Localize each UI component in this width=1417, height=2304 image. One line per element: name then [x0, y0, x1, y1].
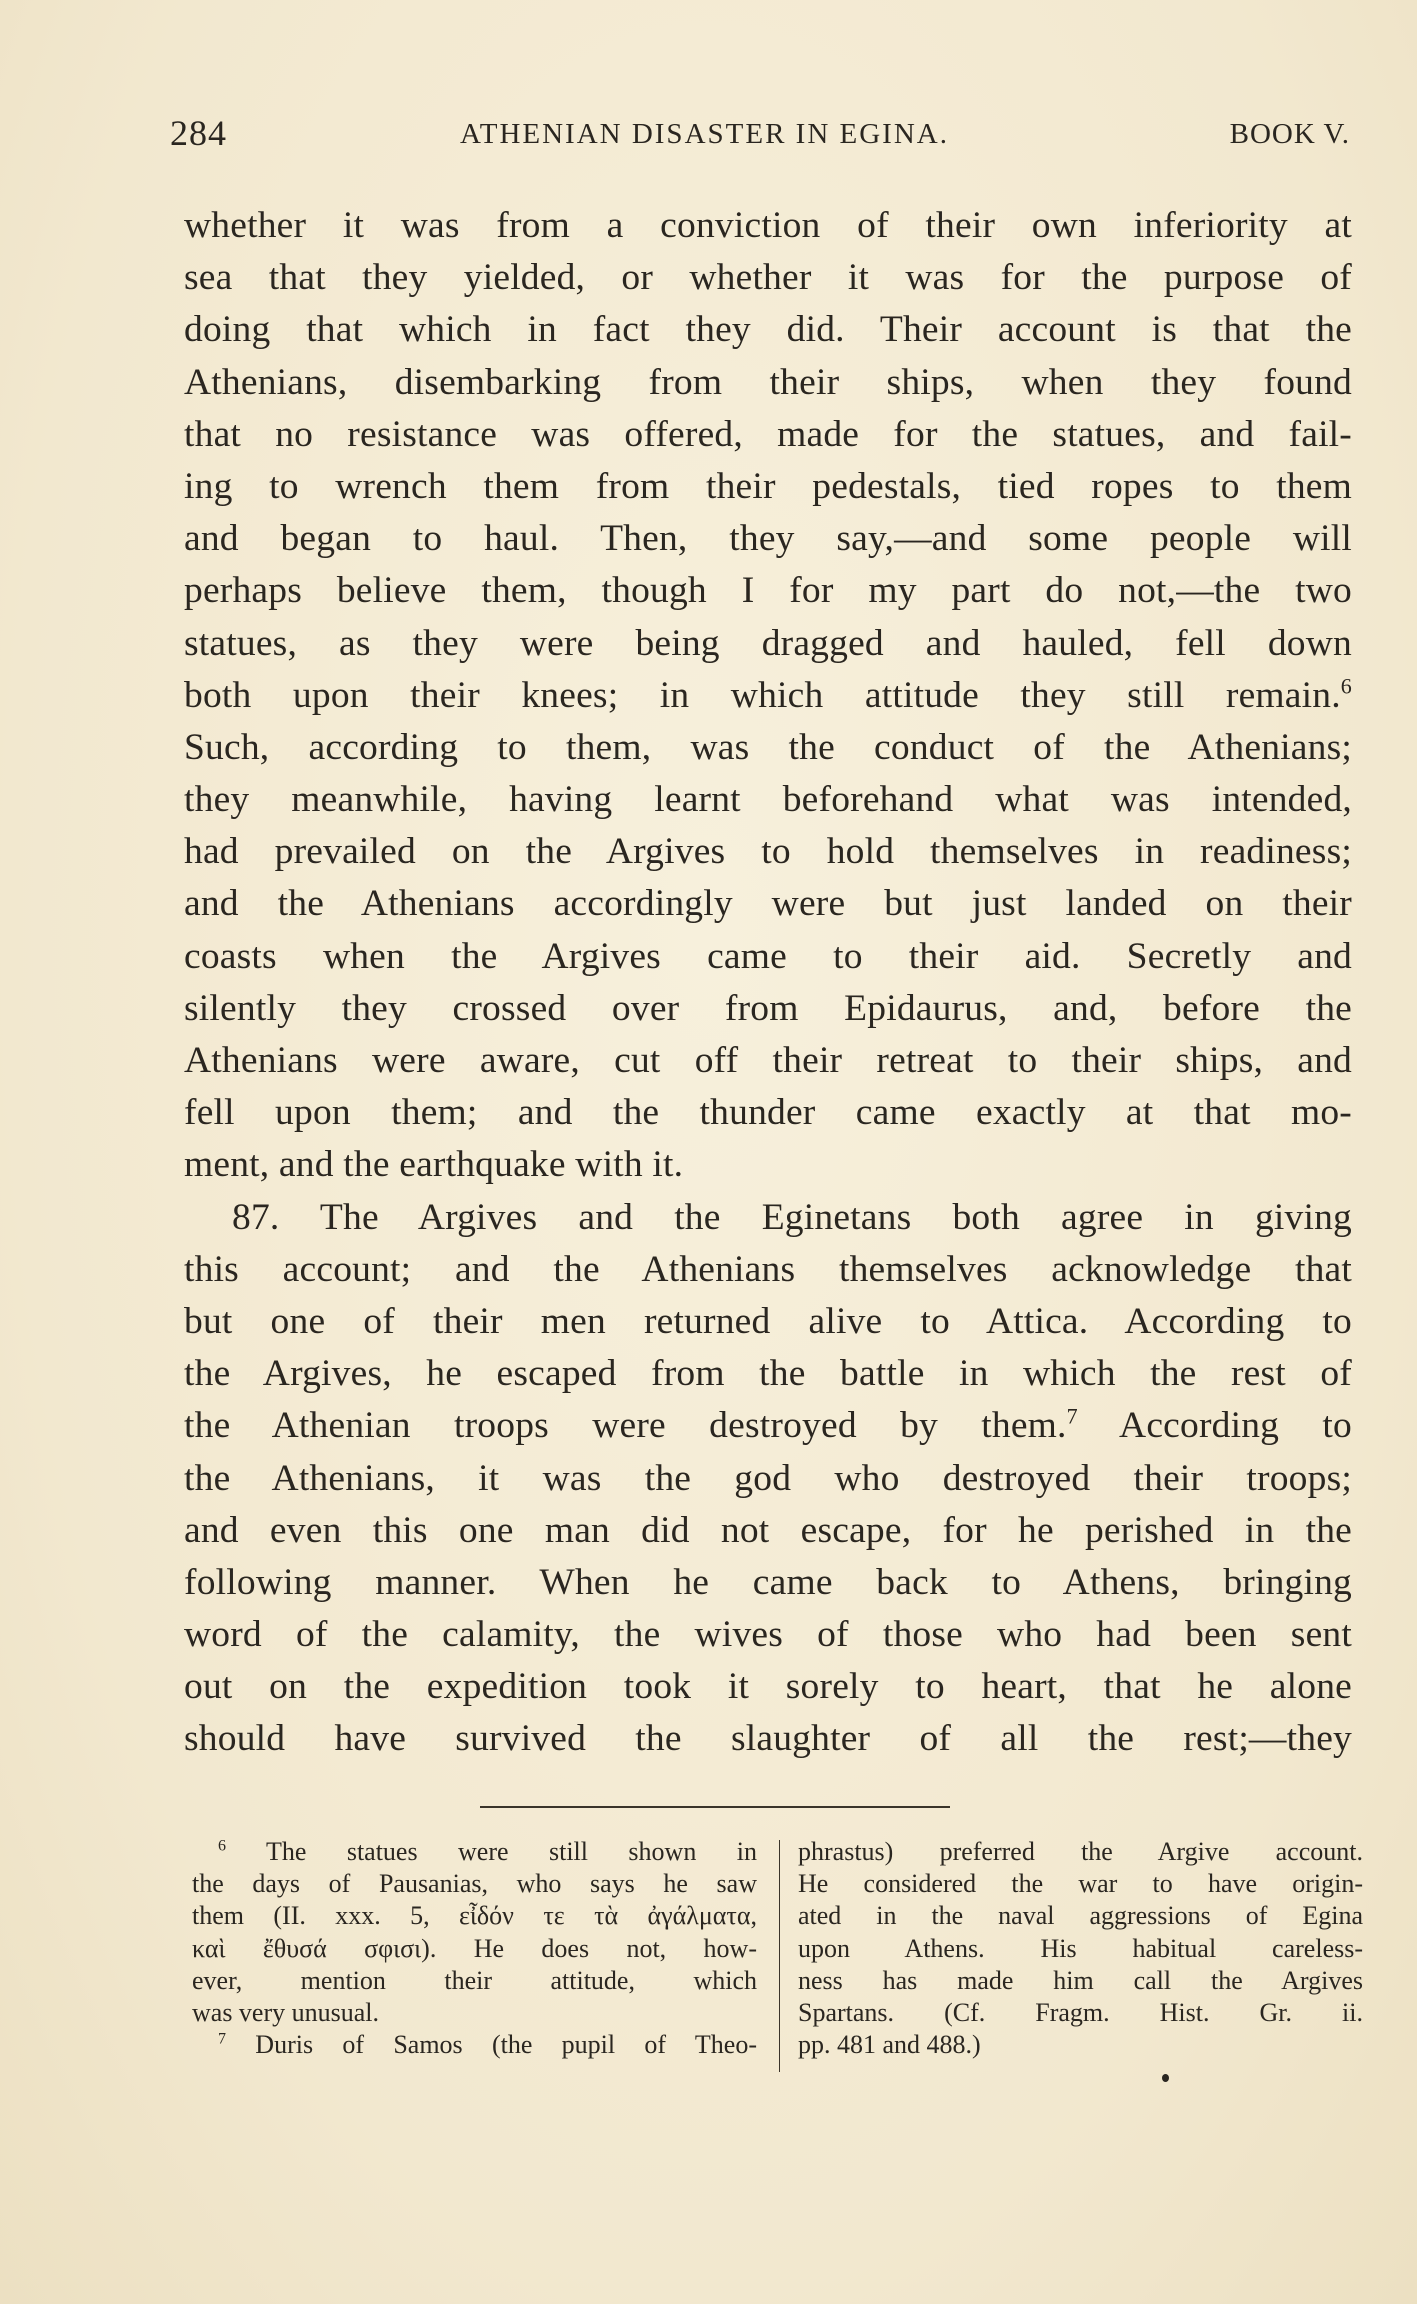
footnote-line	[192, 2029, 757, 2061]
line-text: sea that they yielded, or whether it was for the purpose of	[184, 257, 1352, 299]
line-text: and even this one man did not escape, for he perished in the	[184, 1509, 1352, 1551]
line-text: pp. 481 and 488.)	[798, 2030, 981, 2060]
text-line	[184, 1348, 1352, 1400]
ink-speck	[1162, 2074, 1169, 2082]
text-line	[184, 1609, 1352, 1661]
page-header	[170, 112, 1350, 162]
text-line	[184, 1139, 1352, 1191]
text-line	[184, 931, 1352, 983]
line-text: the days of Pausanias, who says he saw	[192, 1869, 757, 1899]
page-number: 284	[170, 113, 227, 153]
line-text: According to	[1077, 1405, 1352, 1447]
footnote-line	[192, 1900, 757, 1932]
text-line	[184, 200, 1352, 252]
text-line	[184, 1557, 1352, 1609]
text-line	[184, 461, 1352, 513]
text-line	[184, 878, 1352, 930]
text-line	[184, 357, 1352, 409]
line-text: them (II. xxx. 5, εἶδόν τε τὰ ἀγάλματα,	[192, 1901, 757, 1931]
line-text: ated in the naval aggressions of Egina	[798, 1901, 1363, 1931]
running-title: ATHENIAN DISASTER IN EGINA.	[460, 118, 949, 150]
line-text: and began to haul. Then, they say,—and some people will	[184, 518, 1352, 560]
footnote-column-right	[798, 1836, 1363, 2061]
footnote-line	[192, 1965, 757, 1997]
text-line	[184, 670, 1352, 722]
text-line	[184, 1505, 1352, 1557]
line-text: 87. The Argives and the Eginetans both agree in giving	[232, 1196, 1352, 1238]
line-text: but one of their men returned alive to Attica. According to	[184, 1300, 1352, 1342]
footnote-line	[798, 1965, 1363, 1997]
line-text: was very unusual.	[192, 1997, 380, 2027]
text-line	[184, 826, 1352, 878]
line-text: The statues were still shown in	[265, 1837, 757, 1866]
line-text: Athenians, disembarking from their ships, when they found	[184, 361, 1352, 403]
footnote-line	[798, 1836, 1363, 1868]
text-line	[184, 1035, 1352, 1087]
footnote-marker: 7	[218, 2030, 226, 2048]
footnote-marker: 6	[1340, 673, 1352, 699]
text-line	[184, 774, 1352, 826]
footnote-line	[192, 1933, 757, 1965]
text-line	[184, 1661, 1352, 1713]
line-text: had prevailed on the Argives to hold themselves in readiness;	[184, 831, 1352, 873]
line-text: fell upon them; and the thunder came exactly at that mo-	[184, 1092, 1352, 1134]
line-text: upon Athens. His habitual careless-	[798, 1933, 1363, 1963]
footnote-line	[798, 1997, 1363, 2029]
footnote-column-left	[192, 1836, 757, 2061]
text-line	[184, 513, 1352, 565]
text-line	[184, 252, 1352, 304]
footnote-marker: 6	[218, 1837, 226, 1855]
text-line	[184, 1087, 1352, 1139]
text-line	[184, 1713, 1352, 1765]
line-text: the Athenians, it was the god who destroyed their troops;	[184, 1457, 1352, 1499]
text-line	[184, 983, 1352, 1035]
text-line	[184, 565, 1352, 617]
text-line	[184, 722, 1352, 774]
line-text: this account; and the Athenians themselves acknowledge that	[184, 1248, 1352, 1290]
footnote-line	[798, 2029, 1363, 2061]
line-text: the Athenian troops were destroyed by them.	[184, 1405, 1067, 1447]
text-line	[184, 1453, 1352, 1505]
line-text: ment, and the earthquake with it.	[184, 1144, 684, 1186]
footnote-marker: 7	[1066, 1403, 1078, 1429]
main-text	[184, 200, 1352, 1766]
footnote-line	[192, 1836, 757, 1868]
line-text: silently they crossed over from Epidaurus, and, before the	[184, 987, 1352, 1029]
text-line	[184, 409, 1352, 461]
text-line	[184, 618, 1352, 670]
footnote-line	[798, 1933, 1363, 1965]
line-text: word of the calamity, the wives of those who had been sent	[184, 1614, 1352, 1656]
line-text: καὶ ἔθυσά σφισι). He does not, how-	[192, 1933, 757, 1963]
footnote-line	[192, 1868, 757, 1900]
line-text: ever, mention their attitude, which	[192, 1965, 757, 1995]
footnote-column-divider	[779, 1840, 780, 2072]
line-text: should have survived the slaughter of all the rest;—they	[184, 1718, 1352, 1760]
line-text: Spartans. (Cf. Fragm. Hist. Gr. ii.	[798, 1997, 1363, 2027]
book-label: BOOK V.	[1229, 118, 1350, 150]
footnote-line	[192, 1997, 757, 2029]
line-text: statues, as they were being dragged and hauled, fell down	[184, 622, 1352, 664]
text-line	[184, 1296, 1352, 1348]
line-text: they meanwhile, having learnt beforehand what was intended,	[184, 779, 1352, 821]
line-text: doing that which in fact they did. Their account is that the	[184, 309, 1352, 351]
line-text: phrastus) preferred the Argive account.	[798, 1837, 1363, 1866]
line-text: the Argives, he escaped from the battle in which the rest of	[184, 1353, 1352, 1395]
line-text: ness has made him call the Argives	[798, 1965, 1363, 1995]
line-text: coasts when the Argives came to their aid. Secretly and	[184, 935, 1352, 977]
line-text: following manner. When he came back to Athens, bringing	[184, 1561, 1352, 1603]
text-line	[184, 1400, 1352, 1452]
text-line	[184, 1244, 1352, 1296]
line-text: Athenians were aware, cut off their retreat to their ships, and	[184, 1040, 1352, 1081]
line-text: perhaps believe them, though I for my part do not,—the two	[184, 570, 1352, 612]
line-text: and the Athenians accordingly were but just landed on their	[184, 883, 1352, 925]
text-line	[184, 1192, 1352, 1244]
line-text: both upon their knees; in which attitude they still remain.	[184, 674, 1341, 716]
line-text: whether it was from a conviction of their own inferiority at	[184, 205, 1352, 246]
text-line	[184, 304, 1352, 356]
footnote-line	[798, 1868, 1363, 1900]
line-text: Such, according to them, was the conduct of the Athenians;	[184, 726, 1352, 768]
line-text: out on the expedition took it sorely to heart, that he alone	[184, 1666, 1352, 1708]
line-text: ing to wrench them from their pedestals, tied ropes to them	[184, 465, 1352, 507]
line-text: that no resistance was offered, made for the statues, and fail-	[184, 413, 1352, 455]
footnote-rule	[480, 1806, 950, 1808]
line-text: Duris of Samos (the pupil of Theo-	[255, 2030, 757, 2060]
footnote-line	[798, 1900, 1363, 1932]
line-text: He considered the war to have origin-	[798, 1869, 1363, 1899]
